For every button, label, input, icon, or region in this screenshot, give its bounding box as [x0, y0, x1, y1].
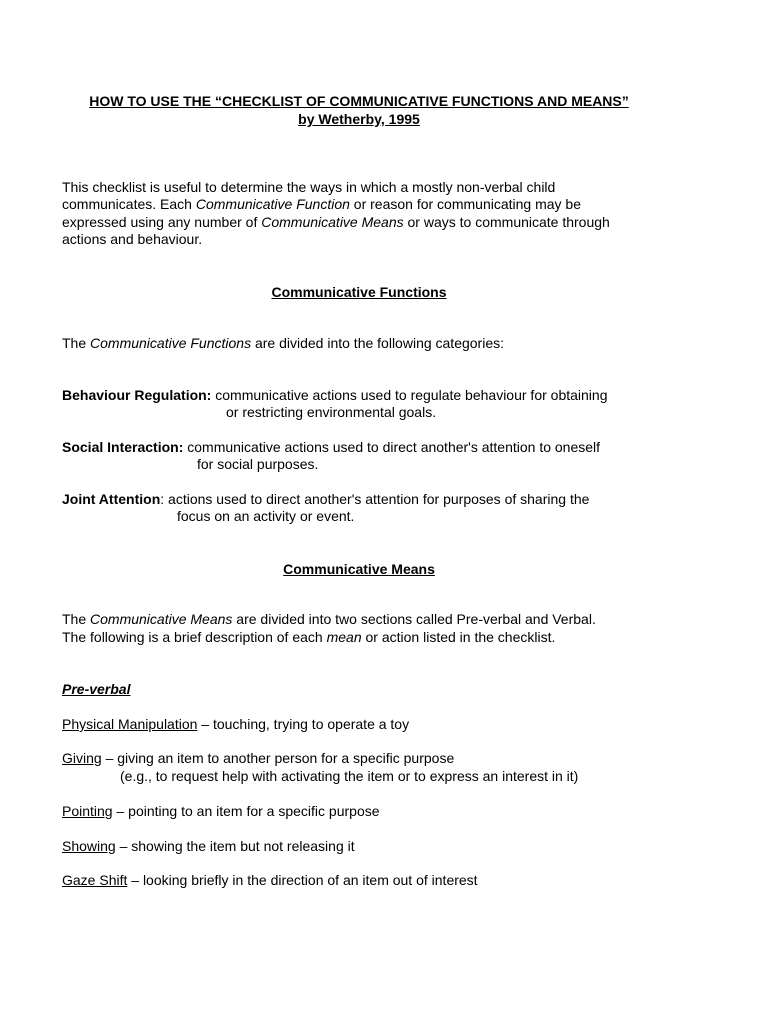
function-term: Social Interaction:	[62, 439, 184, 455]
means-item: Physical Manipulation – touching, trying to operate a toy	[62, 716, 410, 732]
means-term: Gaze Shift	[62, 872, 128, 888]
means-lead: The following is a brief description of each mean or action listed in the checklist.	[62, 629, 556, 645]
function-term: Joint Attention	[62, 491, 161, 507]
document-byline: by Wetherby, 1995	[298, 111, 420, 127]
document-page: HOW TO USE THE “CHECKLIST OF COMMUNICATIVE FUNCTIONS AND MEANS” by Wetherby, 1995 This checklist is useful to determine the ways in which a mostly non-verbal child communicates. Each Communicative Function or reason for communicating may be expressed using any number of Communicative Means or ways to communicate through actions and behaviour. Communicative Functions The Communicative Functions are divided into the following categories: Behaviour Regulation: communicative actions used to regulate behaviour for obtaining or restricting environmental goals. Social Interaction: communicative actions used to direct another's attention to oneself for social purposes. Joint Attention: actions used to direct another's attention for purposes of sharing the focus on an activity or event. Communicative Means The Communicative Means are divided into two sections called Pre-verbal and Verbal. The following is a brief description of each mean or action listed in the checklist. Pre-verbal Physical Manipulation – touching, trying to operate a toy Giving – giving an item to another person for a specific purpose (e.g., to request help with activating the item or to express an interest in it) Pointing – pointing to an item for a specific purpose Showing – showing the item but not releasing it Gaze Shift – looking briefly in the direction of an item out of interest	[0, 0, 768, 1024]
intro-line: actions and behaviour.	[62, 231, 203, 247]
means-term: Pointing	[62, 803, 113, 819]
preverbal-heading: Pre-verbal	[62, 681, 131, 697]
means-item: Pointing – pointing to an item for a specific purpose	[62, 803, 380, 819]
means-term: Giving	[62, 750, 102, 766]
means-lead: The Communicative Means are divided into two sections called Pre-verbal and Verbal.	[62, 611, 596, 627]
intro-line: communicates. Each Communicative Function or reason for communicating may be	[62, 196, 582, 212]
function-term: Behaviour Regulation:	[62, 387, 212, 403]
intro-line: This checklist is useful to determine the ways in which a mostly non-verbal child	[62, 179, 556, 195]
means-item: Gaze Shift – looking briefly in the direction of an item out of interest	[62, 872, 478, 888]
means-term: Showing	[62, 838, 116, 854]
functions-heading: Communicative Functions	[271, 284, 447, 300]
means-heading: Communicative Means	[283, 561, 435, 577]
means-item: Showing – showing the item but not releasing it	[62, 838, 355, 854]
means-term: Physical Manipulation	[62, 716, 198, 732]
functions-lead: The Communicative Functions are divided into the following categories:	[62, 335, 505, 351]
document-title: HOW TO USE THE “CHECKLIST OF COMMUNICATIVE FUNCTIONS AND MEANS”	[89, 93, 629, 109]
intro-line: expressed using any number of Communicative Means or ways to communicate through	[62, 214, 610, 230]
